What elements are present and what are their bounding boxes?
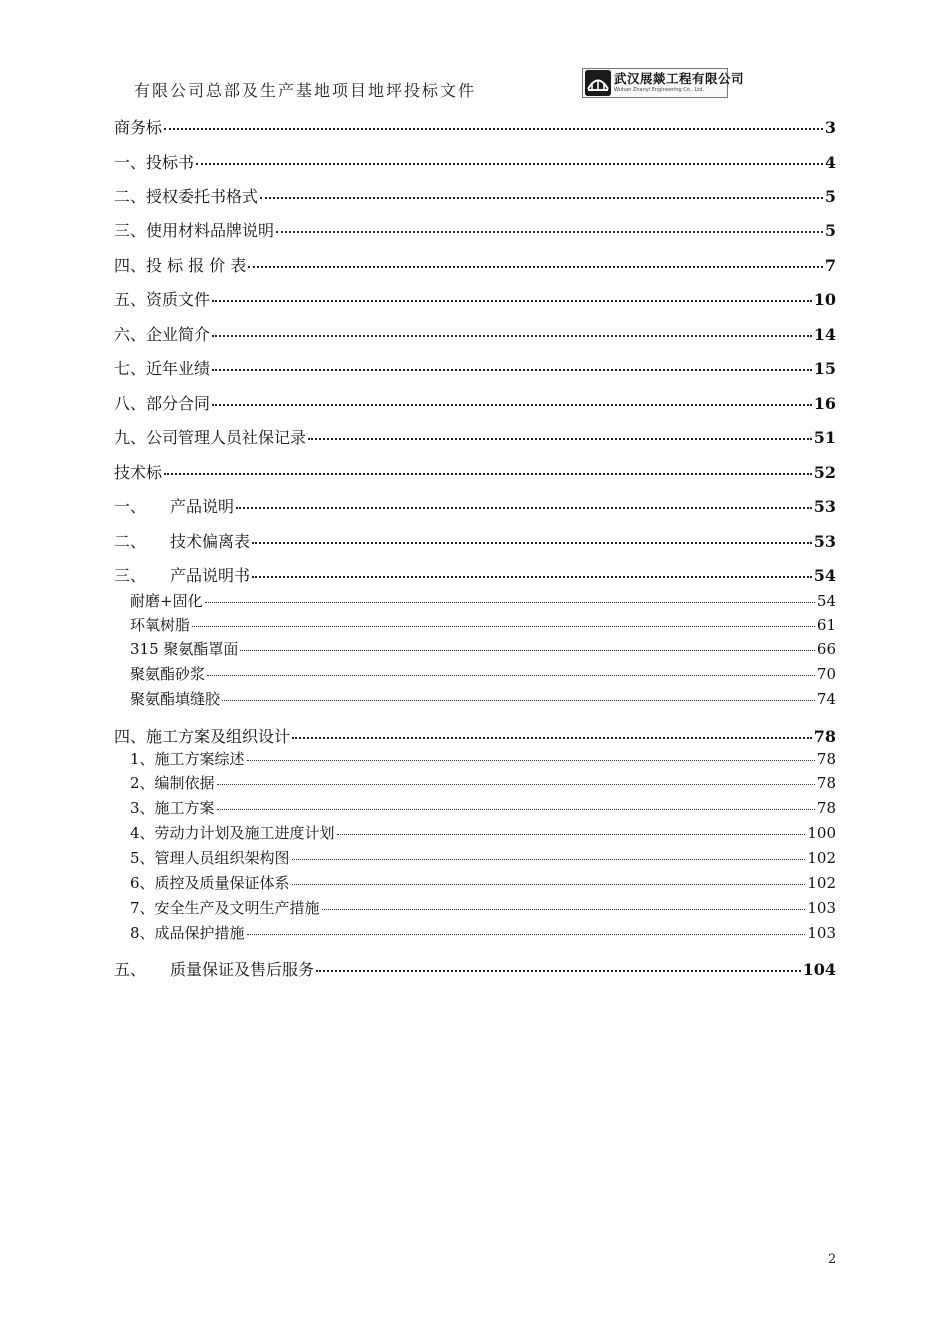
- page-number: 2: [828, 1252, 837, 1267]
- toc-entry-label: 8、成品保护措施: [130, 924, 245, 942]
- toc-entry[interactable]: [130, 688, 836, 709]
- toc-dot-leader: [205, 602, 815, 603]
- toc-entry-label: 三、 产品说明书: [114, 566, 251, 585]
- toc-entry-page: 74: [816, 690, 836, 708]
- toc-entry[interactable]: [114, 150, 836, 173]
- toc-entry[interactable]: [114, 184, 836, 207]
- toc-entry[interactable]: [130, 590, 836, 611]
- toc-entry-page: 103: [807, 924, 836, 942]
- toc-entry-label: 技术标: [114, 463, 163, 482]
- toc-entry-label: 五、资质文件: [114, 290, 211, 309]
- logo-company-name: 武汉展燚工程有限公司: [614, 70, 745, 86]
- toc-dot-leader: [212, 404, 812, 406]
- toc-entry-page: 78: [816, 799, 836, 817]
- toc-entry[interactable]: [114, 425, 836, 448]
- toc-entry-page: 5: [824, 221, 836, 240]
- toc-dot-leader: [252, 576, 812, 578]
- toc-entry-label: 聚氨酯填缝胶: [130, 690, 221, 708]
- toc-dot-leader: [247, 934, 806, 935]
- toc-entry[interactable]: [130, 922, 836, 943]
- toc-entry-label: 二、 技术偏离表: [114, 532, 251, 551]
- toc-entry[interactable]: [114, 494, 836, 517]
- toc-entry-label: 一、 产品说明: [114, 497, 235, 516]
- toc-entry[interactable]: [114, 724, 836, 747]
- toc-entry-label: 3、施工方案: [130, 799, 215, 817]
- toc-entry[interactable]: [114, 563, 836, 586]
- toc-entry-label: 商务标: [114, 118, 163, 137]
- toc-dot-leader: [240, 650, 815, 651]
- toc-dot-leader: [212, 335, 812, 337]
- toc-entry[interactable]: [114, 287, 836, 310]
- toc-entry[interactable]: [114, 529, 836, 552]
- toc-dot-leader: [252, 542, 812, 544]
- toc-entry-label: 5、管理人员组织架构图: [130, 849, 290, 867]
- toc-dot-leader: [217, 809, 815, 810]
- toc-entry-page: 78: [816, 750, 836, 768]
- toc-entry[interactable]: [130, 772, 836, 793]
- toc-entry-label: 环氧树脂: [130, 616, 191, 634]
- toc-entry-label: 八、部分合同: [114, 394, 211, 413]
- toc-dot-leader: [308, 438, 812, 440]
- toc-entry-page: 53: [813, 497, 836, 516]
- toc-entry[interactable]: [130, 614, 836, 635]
- toc-dot-leader: [196, 163, 823, 165]
- toc-entry[interactable]: [130, 847, 836, 868]
- toc-entry-page: 7: [824, 256, 836, 275]
- toc-entry-page: 54: [816, 592, 836, 610]
- toc-entry[interactable]: [114, 391, 836, 414]
- toc-entry-page: 78: [813, 727, 836, 746]
- toc-dot-leader: [192, 626, 815, 627]
- toc-dot-leader: [247, 760, 815, 761]
- toc-dot-leader: [292, 884, 806, 885]
- toc-entry[interactable]: [114, 356, 836, 379]
- toc-entry-page: 16: [813, 394, 836, 413]
- toc-entry-page: 15: [813, 359, 836, 378]
- toc-dot-leader: [164, 473, 812, 475]
- toc-entry-label: 七、近年业绩: [114, 359, 211, 378]
- toc-entry[interactable]: [130, 638, 836, 659]
- toc-entry-page: 70: [816, 665, 836, 683]
- toc-dot-leader: [292, 737, 812, 739]
- toc-dot-leader: [222, 700, 815, 701]
- toc-entry-page: 102: [807, 849, 836, 867]
- toc-entry-label: 四、施工方案及组织设计: [114, 727, 291, 746]
- toc-dot-leader: [276, 231, 823, 233]
- toc-entry-page: 103: [807, 899, 836, 917]
- toc-entry-page: 66: [816, 640, 836, 658]
- toc-dot-leader: [236, 507, 812, 509]
- logo-company-name-en: Wuhan Zhanyi Engineering Co., Ltd.: [614, 87, 705, 94]
- toc-dot-leader: [212, 300, 812, 302]
- toc-entry-page: 78: [816, 774, 836, 792]
- document-title: 有限公司总部及生产基地项目地坪投标文件: [134, 81, 477, 100]
- toc-dot-leader: [292, 859, 806, 860]
- toc-entry-label: 1、施工方案综述: [130, 750, 245, 768]
- toc-entry[interactable]: [114, 115, 836, 138]
- toc-entry-label: 2、编制依据: [130, 774, 215, 792]
- toc-entry-page: 61: [816, 616, 836, 634]
- toc-entry-label: 6、质控及质量保证体系: [130, 874, 290, 892]
- toc-dot-leader: [316, 970, 801, 972]
- toc-entry[interactable]: [130, 663, 836, 684]
- toc-entry[interactable]: [114, 322, 836, 345]
- toc-entry-label: 315 聚氨酯罩面: [130, 640, 239, 658]
- toc-dot-leader: [207, 675, 815, 676]
- toc-dot-leader: [248, 266, 823, 268]
- toc-entry-label: 一、投标书: [114, 153, 195, 172]
- toc-entry-page: 14: [813, 325, 836, 344]
- toc-entry-page: 53: [813, 532, 836, 551]
- toc-entry-page: 104: [802, 960, 836, 979]
- toc-entry[interactable]: [114, 460, 836, 483]
- toc-entry[interactable]: [114, 957, 836, 980]
- toc-dot-leader: [337, 834, 806, 835]
- toc-entry[interactable]: [114, 253, 836, 276]
- toc-entry-label: 三、使用材料品牌说明: [114, 221, 275, 240]
- toc-entry-page: 10: [813, 290, 836, 309]
- toc-entry[interactable]: [114, 218, 836, 241]
- toc-entry-page: 4: [824, 153, 836, 172]
- toc-entry-page: 3: [824, 118, 836, 137]
- toc-entry-label: 六、企业简介: [114, 325, 211, 344]
- toc-entry-page: 51: [813, 428, 836, 447]
- toc-entry[interactable]: [130, 748, 836, 769]
- toc-entry[interactable]: [130, 822, 836, 843]
- toc-entry-page: 52: [813, 463, 836, 482]
- toc-entry-page: 5: [824, 187, 836, 206]
- toc-entry-label: 聚氨酯砂浆: [130, 665, 206, 683]
- toc-entry-page: 54: [813, 566, 836, 585]
- toc-dot-leader: [164, 128, 823, 130]
- toc-dot-leader: [212, 369, 812, 371]
- toc-entry[interactable]: [130, 797, 836, 818]
- toc-entry-label: 九、公司管理人员社保记录: [114, 428, 307, 447]
- toc-entry-label: 五、 质量保证及售后服务: [114, 960, 315, 979]
- toc-dot-leader: [260, 197, 823, 199]
- toc-entry[interactable]: [130, 872, 836, 893]
- toc-entry-label: 四、投 标 报 价 表: [114, 256, 247, 275]
- toc-dot-leader: [322, 909, 806, 910]
- toc-entry-label: 耐磨+固化: [130, 592, 203, 610]
- toc-dot-leader: [217, 784, 815, 785]
- toc-entry-label: 7、安全生产及文明生产措施: [130, 899, 320, 917]
- toc-entry-label: 4、劳动力计划及施工进度计划: [130, 824, 335, 842]
- toc-entry-page: 100: [807, 824, 836, 842]
- toc-entry[interactable]: [130, 897, 836, 918]
- toc-entry-page: 102: [807, 874, 836, 892]
- toc-entry-label: 二、授权委托书格式: [114, 187, 259, 206]
